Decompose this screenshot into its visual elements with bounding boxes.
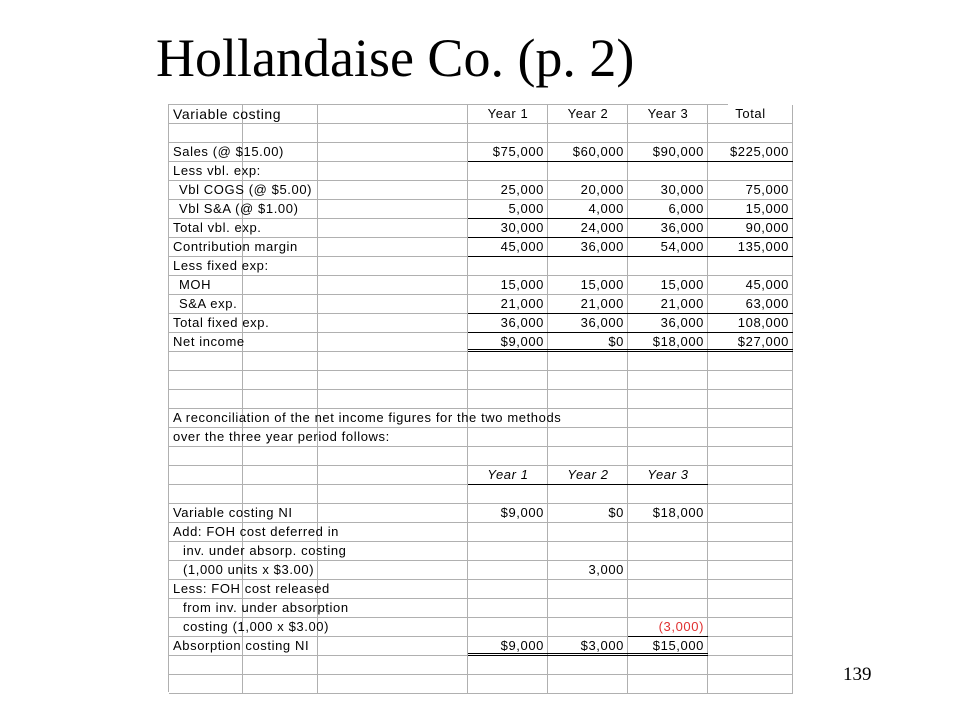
row-label-net-income: Net income (173, 334, 245, 349)
recon-row-label-less-line-3: costing (1,000 x $3.00) (183, 619, 330, 634)
row-label-moh: MOH (179, 277, 212, 292)
recon-row-label-add: Add: FOH cost deferred in (173, 524, 340, 539)
row-label-contribution-margin: Contribution margin (173, 239, 298, 254)
cell-contribution-margin-year-3: 54,000 (628, 238, 708, 257)
recon-row-label-absorption-costing-ni: Absorption costing NI (173, 638, 310, 653)
cell-vbl-sa-year-1: 5,000 (468, 200, 548, 219)
cell-total-vbl-exp-year-2: 24,000 (548, 219, 628, 238)
cell-total-fixed-exp-total: 108,000 (708, 314, 793, 333)
cell-contribution-margin-year-2: 36,000 (548, 238, 628, 257)
cell-total-vbl-exp-total: 90,000 (708, 219, 793, 238)
cell-sa-exp-total: 63,000 (708, 295, 793, 314)
cell-vbl-sa-year-3: 6,000 (628, 200, 708, 219)
reconciliation-intro-line-2: over the three year period follows: (173, 429, 390, 444)
cell-moh-total: 45,000 (745, 277, 789, 292)
row-label-less-vbl-exp: Less vbl. exp: (173, 163, 261, 178)
slide-page-number: 139 (843, 664, 872, 685)
recon-cell-absorption-ni-year-3: $15,000 (628, 637, 708, 656)
recon-cell-variable-ni-year-2: $0 (608, 505, 624, 520)
cell-vbl-cogs-year-2: 20,000 (580, 182, 624, 197)
cell-net-income-year-1: $9,000 (468, 333, 548, 352)
cell-vbl-sa-total: 15,000 (708, 200, 793, 219)
cell-moh-year-2: 15,000 (580, 277, 624, 292)
cell-vbl-cogs-total: 75,000 (745, 182, 789, 197)
row-label-vbl-sa: Vbl S&A (@ $1.00) (179, 201, 299, 216)
cell-sales-total: $225,000 (708, 143, 793, 162)
cell-sa-exp-year-2: 21,000 (548, 295, 628, 314)
cell-total-fixed-exp-year-2: 36,000 (548, 314, 628, 333)
cell-sales-year-3: $90,000 (628, 143, 708, 162)
cell-moh-year-1: 15,000 (500, 277, 544, 292)
cell-total-vbl-exp-year-3: 36,000 (628, 219, 708, 238)
spreadsheet (168, 104, 789, 692)
spreadsheet-content (169, 105, 789, 692)
recon-row-label-add-line-3: (1,000 units x $3.00) (183, 562, 315, 577)
recon-row-label-less-line-2: from inv. under absorption (183, 600, 349, 615)
recon-cell-absorption-ni-year-1: $9,000 (468, 637, 548, 656)
cell-sa-exp-year-1: 21,000 (468, 295, 548, 314)
cell-sales-year-2: $60,000 (548, 143, 628, 162)
cell-vbl-cogs-year-1: 25,000 (500, 182, 544, 197)
cell-vbl-cogs-year-3: 30,000 (660, 182, 704, 197)
row-label-sales: Sales (@ $15.00) (173, 144, 284, 159)
cell-total-vbl-exp-year-1: 30,000 (468, 219, 548, 238)
cell-sales-year-1: $75,000 (468, 143, 548, 162)
cell-net-income-year-2: $0 (548, 333, 628, 352)
cell-net-income-year-3: $18,000 (628, 333, 708, 352)
row-label-total-vbl-exp: Total vbl. exp. (173, 220, 262, 235)
cell-contribution-margin-total: 135,000 (708, 238, 793, 257)
recon-column-header-year-1: Year 1 (468, 466, 548, 485)
column-header-year-1: Year 1 (487, 106, 529, 121)
recon-cell-variable-ni-year-1: $9,000 (500, 505, 544, 520)
reconciliation-intro-line-1: A reconciliation of the net income figures for the two methods (173, 410, 562, 425)
recon-cell-deferred-year-2: 3,000 (588, 562, 624, 577)
recon-row-label-variable-costing-ni: Variable costing NI (173, 505, 293, 520)
recon-row-label-add-line-2: inv. under absorp. costing (183, 543, 347, 558)
recon-column-header-year-2: Year 2 (548, 466, 628, 485)
row-label-total-fixed-exp: Total fixed exp. (173, 315, 270, 330)
slide-title: Hollandaise Co. (p. 2) (156, 28, 635, 88)
cell-net-income-total: $27,000 (708, 333, 793, 352)
cell-vbl-sa-year-2: 4,000 (548, 200, 628, 219)
column-header-year-2: Year 2 (567, 106, 609, 121)
row-label-vbl-cogs: Vbl COGS (@ $5.00) (179, 182, 313, 197)
variable-costing-heading: Variable costing (173, 106, 282, 122)
row-label-less-fixed-exp: Less fixed exp: (173, 258, 269, 273)
recon-cell-released-year-3: (3,000) (628, 618, 708, 637)
column-header-year-3: Year 3 (647, 106, 689, 121)
recon-cell-variable-ni-year-3: $18,000 (652, 505, 704, 520)
cell-contribution-margin-year-1: 45,000 (468, 238, 548, 257)
cell-total-fixed-exp-year-3: 36,000 (628, 314, 708, 333)
row-label-sa-exp: S&A exp. (179, 296, 238, 311)
cell-total-fixed-exp-year-1: 36,000 (468, 314, 548, 333)
recon-cell-absorption-ni-year-2: $3,000 (548, 637, 628, 656)
cell-moh-year-3: 15,000 (660, 277, 704, 292)
column-header-total: Total (735, 106, 766, 121)
recon-column-header-year-3: Year 3 (628, 466, 708, 485)
cell-sa-exp-year-3: 21,000 (628, 295, 708, 314)
recon-row-label-less: Less: FOH cost released (173, 581, 330, 596)
